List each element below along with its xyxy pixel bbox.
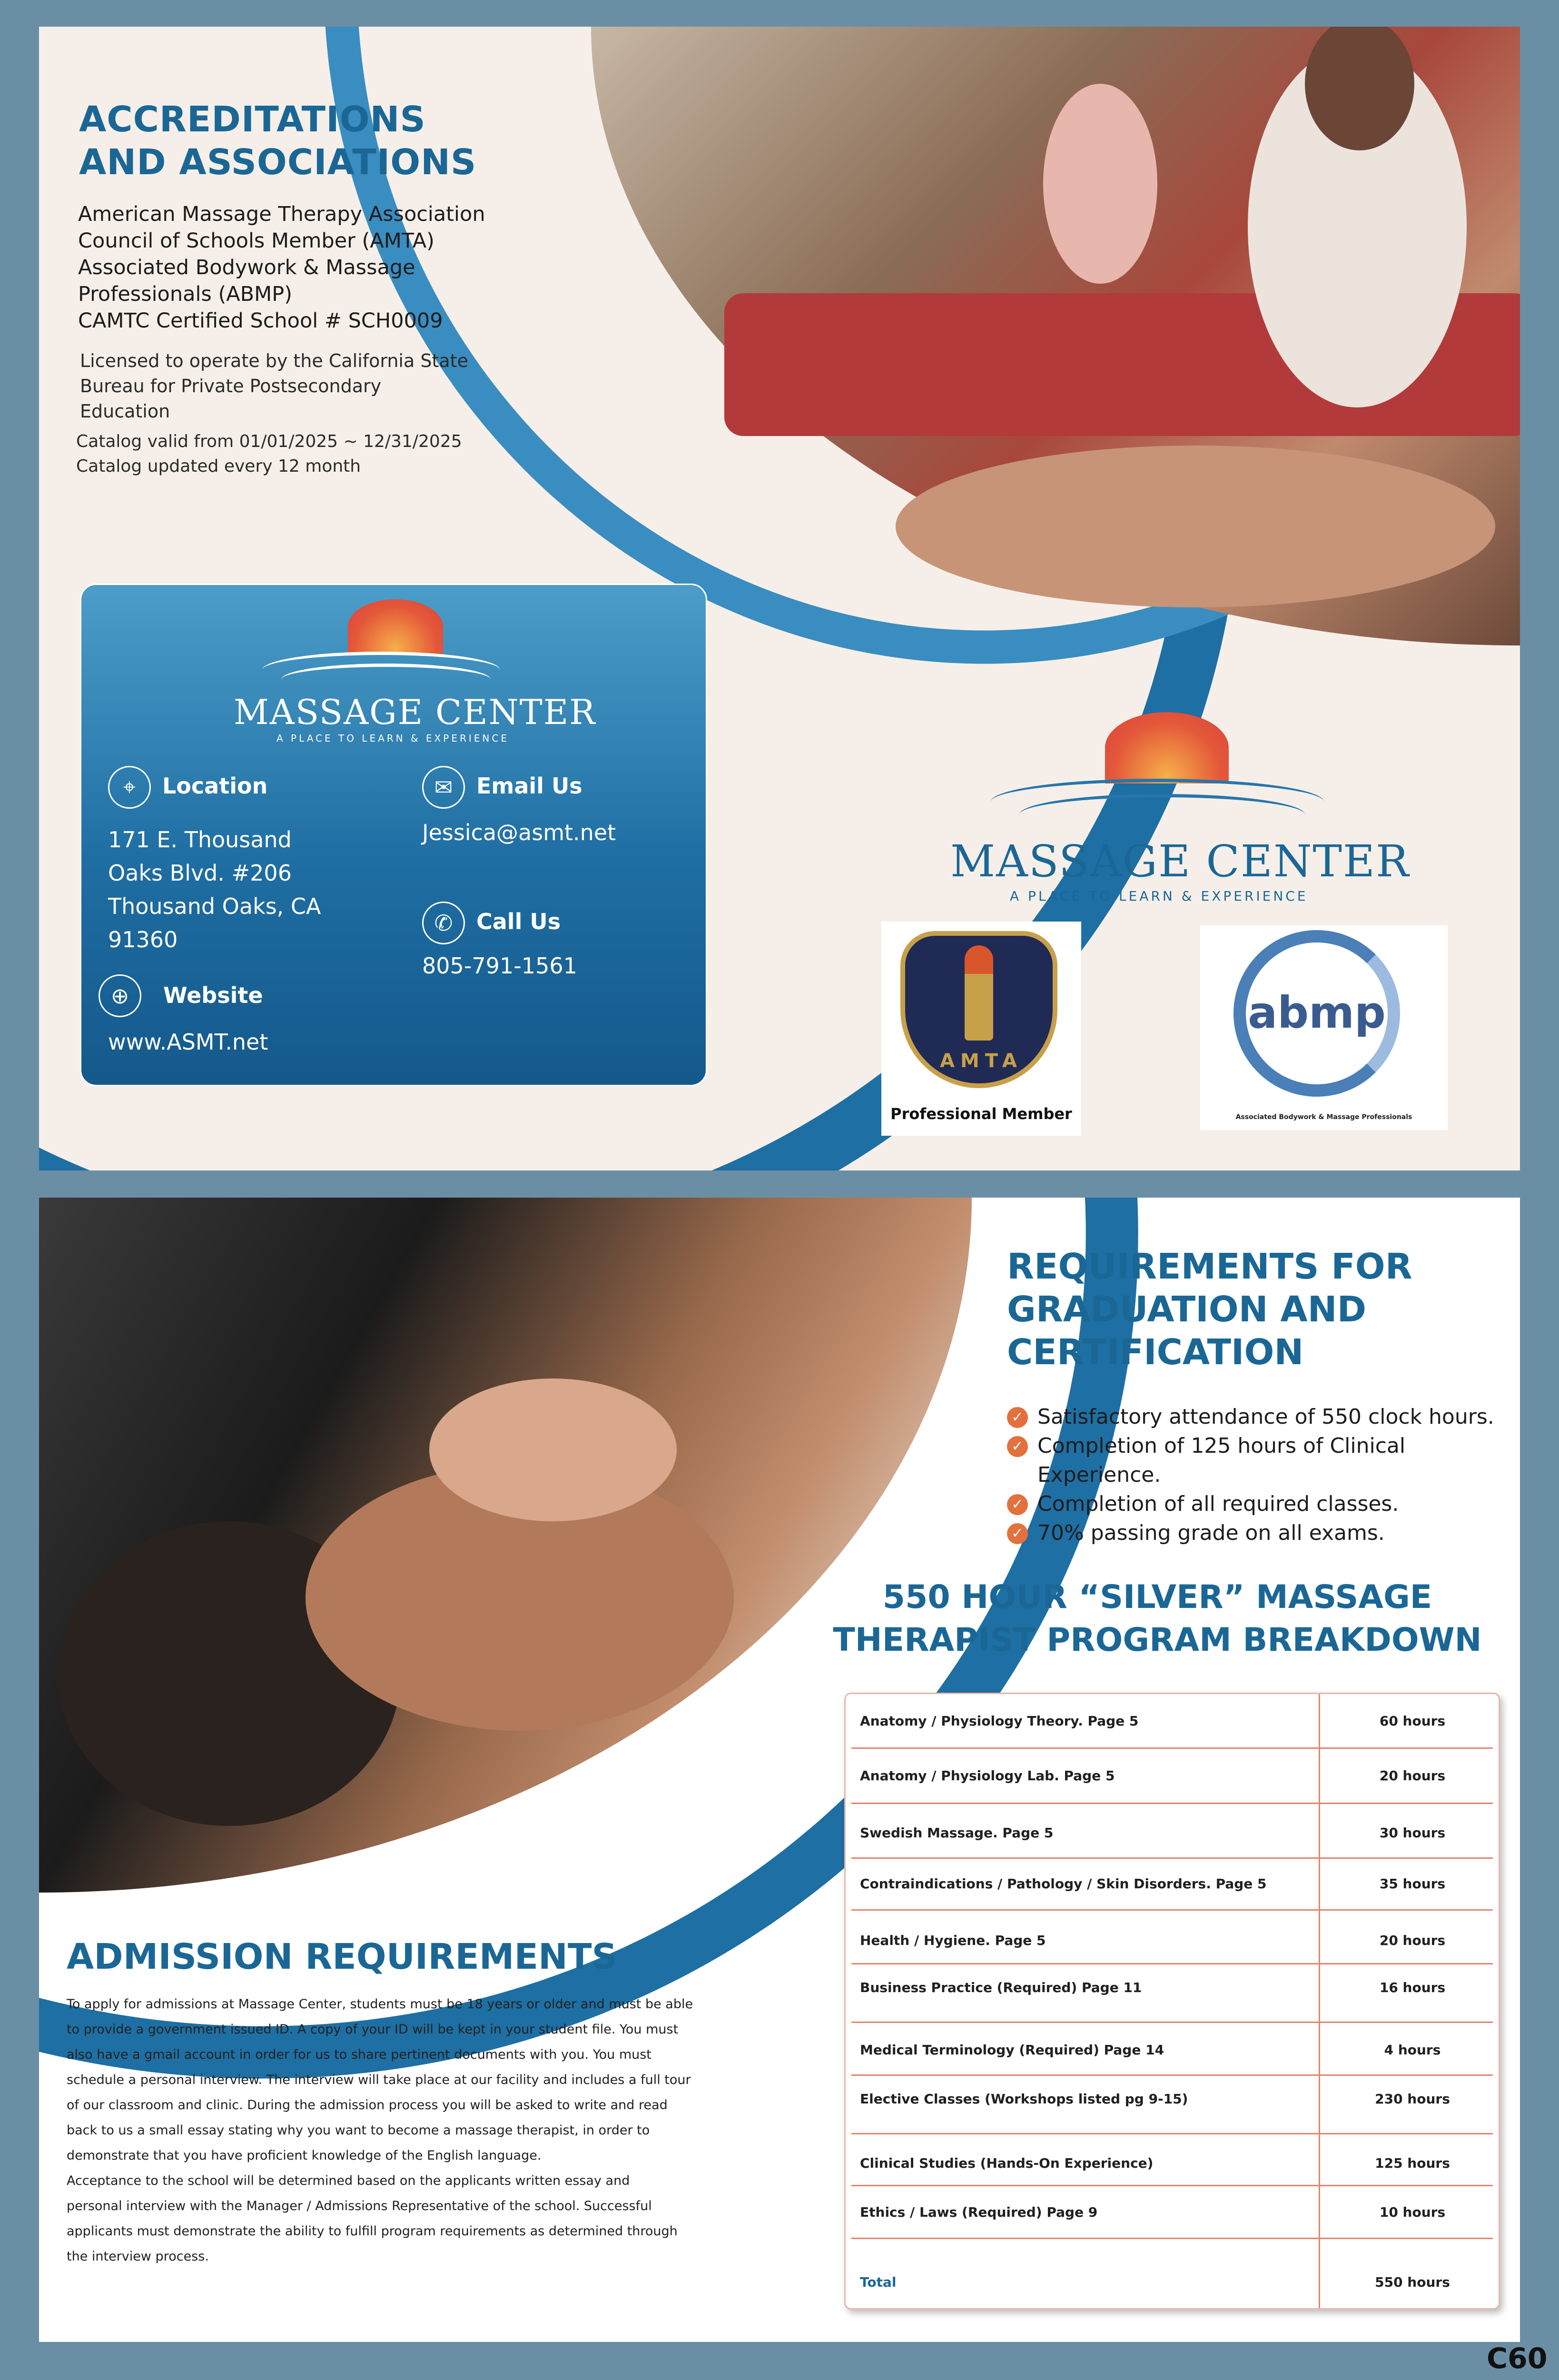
accreditation-line: American Massage Therapy Association <box>78 202 485 226</box>
course-hours: 125 hours <box>1375 2155 1450 2171</box>
email-label: Email Us <box>476 773 582 799</box>
course-name: Health / Hygiene. Page 5 <box>860 1933 1046 1948</box>
check-icon: ✓ <box>1007 1523 1028 1544</box>
accreditation-line: Council of Schools Member (AMTA) <box>78 229 434 253</box>
brochure-front-panel <box>39 27 1520 1170</box>
table-row <box>851 2076 1493 2134</box>
torch-icon <box>965 945 993 1041</box>
table-row <box>851 1694 1493 1749</box>
sun-logo-icon <box>1105 712 1229 783</box>
graduation-requirements-title: REQUIREMENTS FOR GRADUATION AND CERTIFICATION <box>1007 1246 1412 1373</box>
check-icon: ✓ <box>1007 1407 1028 1428</box>
course-hours: 20 hours <box>1379 1768 1446 1784</box>
amta-letters: AMTA <box>940 1050 1023 1072</box>
brand-tagline: A PLACE TO LEARN & EXPERIENCE <box>276 733 509 744</box>
table-row <box>851 2186 1493 2239</box>
wave-logo-icon <box>1019 794 1305 835</box>
brand-name: MASSAGE CENTER <box>234 692 596 732</box>
accreditations-title: ACCREDITATIONS AND ASSOCIATIONS <box>79 99 477 183</box>
course-hours: 30 hours <box>1379 1825 1446 1841</box>
course-hours: 60 hours <box>1379 1713 1446 1729</box>
address: 171 E. Thousand Oaks Blvd. #206 Thousand Oaks, CA 91360 <box>108 827 321 952</box>
course-name: Swedish Massage. Page 5 <box>860 1825 1054 1841</box>
accreditation-line: CAMTC Certified School # SCH0009 <box>78 309 443 333</box>
admission-title: ADMISSION REQUIREMENTS <box>67 1936 617 1977</box>
course-name: Anatomy / Physiology Lab. Page 5 <box>860 1768 1115 1784</box>
course-hours: 10 hours <box>1379 2204 1446 2220</box>
phone-icon: ✆ <box>422 902 465 944</box>
list-item: ✓ Completion of 125 hours of Clinical Experience. <box>1007 1431 1502 1489</box>
admission-body: To apply for admissions at Massage Center, students must be 18 years or older and must be able to provide a government issued ID. A copy of your ID will be kept in your student file. You must also have a gmail account in order for us to share pertinent documents with you. You must schedule a personal interview. The interview will take place at our facility and includes a full tour of our classroom and clinic. During the admission process you will be asked to write and read back to us a small essay stating why you want to become a massage therapist, in order to demonstrate that you have proficient knowledge of the English language. Acceptance to the school will be determined based on the applicants written essay and personal interview with the Manager / Admissions Representative of the school. Successful applicants must demonstrate the ability to fulfill program requirements as determined through the interview process. <box>67 1997 693 2264</box>
course-name: Elective Classes (Workshops listed pg 9-15) <box>860 2091 1188 2107</box>
course-name: Contraindications / Pathology / Skin Disorders. Page 5 <box>860 1876 1267 1892</box>
table-row <box>851 1859 1493 1911</box>
course-hours: 4 hours <box>1384 2042 1441 2058</box>
course-hours: 230 hours <box>1375 2091 1450 2107</box>
accreditation-line: Associated Bodywork & Massage <box>78 256 415 279</box>
photo-therapist-hands <box>429 1378 677 1521</box>
catalog-validity: Catalog valid from 01/01/2025 ~ 12/31/2025 Catalog updated every 12 month <box>76 432 462 476</box>
amta-caption: Professional Member <box>890 1105 1072 1123</box>
course-name: Business Practice (Required) Page 11 <box>860 1980 1142 1995</box>
globe-icon: ⊕ <box>99 974 141 1017</box>
brand-tagline: A PLACE TO LEARN & EXPERIENCE <box>1010 888 1308 904</box>
abmp-caption: Associated Bodywork & Massage Professionals <box>1235 1113 1412 1121</box>
table-total-row <box>851 2239 1493 2306</box>
course-name: Clinical Studies (Hands-On Experience) <box>860 2155 1154 2171</box>
photo-student <box>1043 84 1157 284</box>
table-row <box>851 1911 1493 1964</box>
accreditation-line: Professionals (ABMP) <box>78 282 292 306</box>
license-statement: Licensed to operate by the California State Bureau for Private Postsecondary Education <box>80 350 468 422</box>
email-icon: ✉ <box>422 766 465 809</box>
email-link[interactable]: Jessica@asmt.net <box>422 820 616 845</box>
brand-name: MASSAGE CENTER <box>950 836 1410 887</box>
contact-card <box>80 584 707 1086</box>
wave-logo-icon <box>281 664 491 695</box>
list-item: ✓ Satisfactory attendance of 550 clock hours. <box>1007 1402 1502 1431</box>
program-breakdown-title: 550 HOUR “SILVER” MASSAGE THERAPIST PROGRAM BREAKDOWN <box>833 1578 1482 1659</box>
check-icon: ✓ <box>1007 1494 1028 1515</box>
check-icon: ✓ <box>1007 1436 1028 1457</box>
list-item: ✓ Completion of all required classes. <box>1007 1489 1502 1518</box>
sun-logo-icon <box>348 599 443 654</box>
page-code: C60 <box>1487 2342 1548 2375</box>
list-item: ✓ 70% passing grade on all exams. <box>1007 1518 1502 1547</box>
total-label: Total <box>860 2274 897 2290</box>
table-row <box>851 2023 1493 2076</box>
location-pin-icon: ⌖ <box>108 766 151 809</box>
location-label: Location <box>162 773 268 799</box>
course-name: Medical Terminology (Required) Page 14 <box>860 2042 1164 2058</box>
call-label: Call Us <box>476 909 561 934</box>
accreditation-list <box>78 201 506 334</box>
table-row <box>851 1804 1493 1859</box>
course-name: Anatomy / Physiology Theory. Page 5 <box>860 1713 1139 1729</box>
table-row <box>851 1749 1493 1804</box>
website-label: Website <box>163 982 263 1008</box>
abmp-logo-text: abmp <box>1248 987 1386 1038</box>
abmp-badge <box>1200 925 1448 1130</box>
course-name: Ethics / Laws (Required) Page 9 <box>860 2204 1098 2220</box>
table-row <box>851 1964 1493 2023</box>
course-hours: 16 hours <box>1379 1980 1446 1995</box>
total-hours: 550 hours <box>1375 2274 1450 2290</box>
graduation-requirements-list <box>1007 1402 1502 1547</box>
website-link[interactable]: www.ASMT.net <box>108 1029 268 1055</box>
photo-client-back <box>896 446 1495 607</box>
brochure-inside-panel <box>39 1198 1520 2342</box>
phone-number[interactable]: 805-791-1561 <box>422 953 577 979</box>
amta-badge <box>881 922 1081 1136</box>
program-breakdown-table <box>844 1693 1500 2310</box>
course-hours: 20 hours <box>1379 1933 1446 1948</box>
course-hours: 35 hours <box>1379 1876 1446 1892</box>
table-row <box>851 2134 1493 2186</box>
